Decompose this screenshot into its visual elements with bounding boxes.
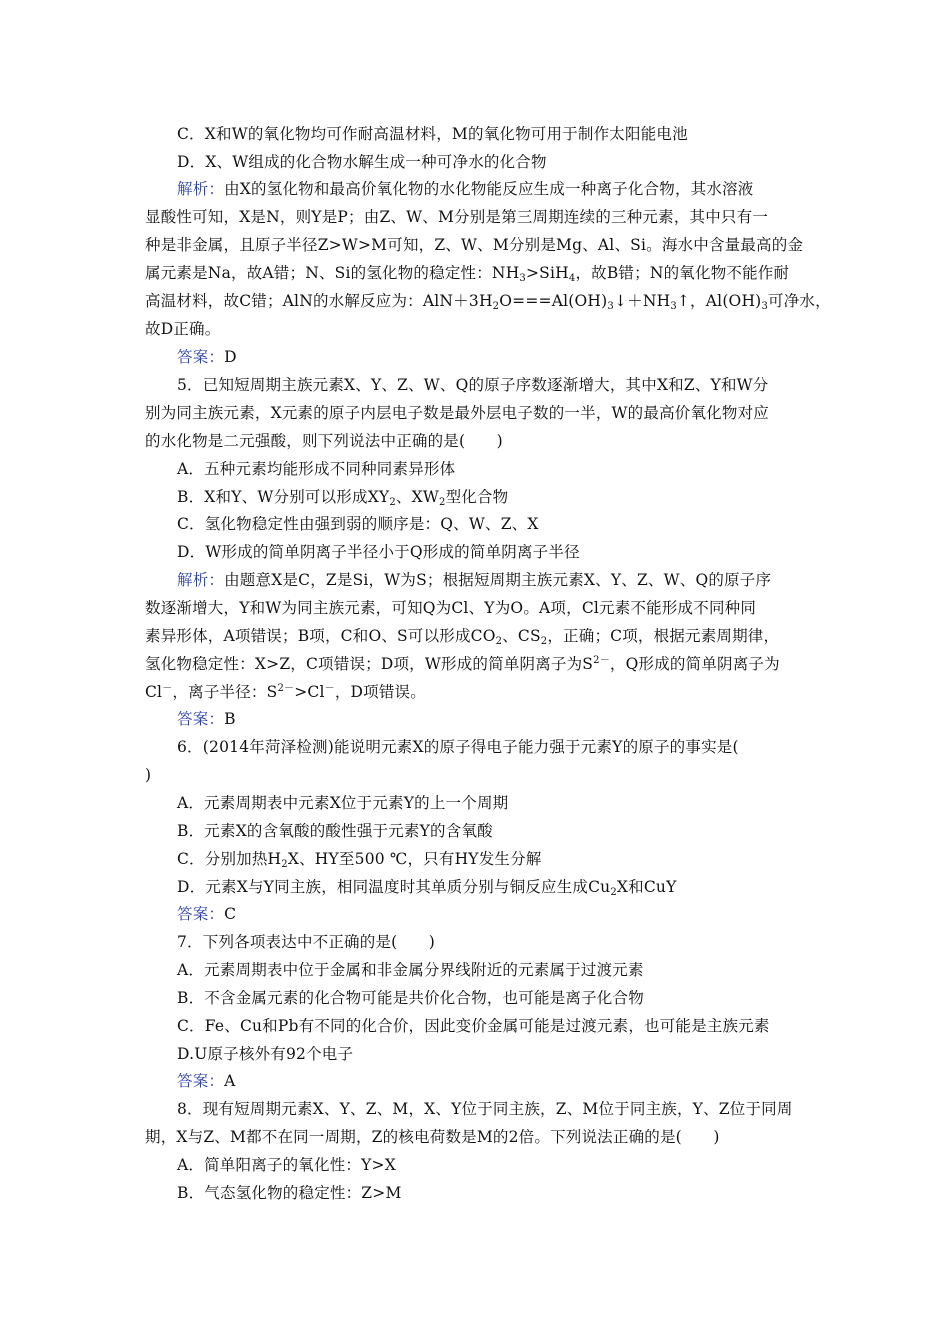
q6-option-a: A．元素周期表中元素X位于元素Y的上一个周期 (177, 794, 509, 812)
q5-analysis-line-1: 解析：由题意X是C，Z是Si，W为S；根据短周期主族元素X、Y、Z、W、Q的原子序 (177, 571, 772, 589)
answer-label: 答案： (177, 1072, 225, 1090)
q4-analysis-line-2: 显酸性可知，X是N，则Y是P；由Z、W、M分别是第三周期连续的三种元素，其中只有一 (145, 208, 769, 226)
q5-option-d: D．W形成的简单阴离子半径小于Q形成的简单阴离子半径 (177, 543, 580, 561)
answer-value: D (224, 348, 237, 366)
q4-analysis-line-4: 属元素是Na，故A错；N、Si的氢化物的稳定性：$NH_3>SiH_4$，故B错；N的氧化物不能作耐 (145, 264, 790, 284)
q4-answer (177, 347, 237, 367)
q5-analysis-line-2: 数逐渐增大，Y和W为同主族元素，可知Q为Cl、Y为O。A项，Cl元素不能形成不同种同 (145, 599, 757, 617)
q7-option-b: B．不含金属元素的化合物可能是共价化合物，也可能是离子化合物 (177, 989, 644, 1007)
q8-stem-line-2: 期，X与Z、M都不在同一周期，Z的核电荷数是M的2倍。下列说法正确的是( ) (145, 1128, 720, 1146)
q5-analysis-line-4: 氢化物稳定性：X>Z，C项错误；D项，W形成的简单阴离子为$S^{2-}$，Q形成的简单阴离子为 (145, 655, 780, 673)
q5-analysis-line-5: Cl－，离子半径：$S^{2-}>Cl^-$，D项错误。 (145, 683, 426, 701)
analysis-label: 解析： (177, 571, 225, 589)
q4-analysis-line-3: 种是非金属，且原子半径Z>W>M可知，Z、W、M分别是Mg、Al、Si。海水中含量最高的金 (145, 236, 804, 254)
q7-stem: 7．下列各项表达中不正确的是( ) (177, 933, 436, 951)
q4-analysis-line-6: 故D正确。 (145, 320, 221, 338)
q6-option-d: D．元素X与Y同主族，相同温度时其单质分别与铜反应生成$Cu_2X$和CuY (177, 878, 677, 898)
answer-label: 答案： (177, 905, 225, 923)
q7-option-d: D.U原子核外有92个电子 (177, 1045, 354, 1063)
q5-analysis-line-3: 素异形体，A项错误；B项，C和O、S可以形成$CO_2$、$CS_2$，正确；C项，根据元素周期律， (145, 627, 780, 647)
q4-analysis-line-1: 解析：由X的氢化物和最高价氧化物的水化物能反应生成一种离子化合物，其水溶液 (177, 180, 754, 198)
q5-option-c: C．氢化物稳定性由强到弱的顺序是：Q、W、Z、X (177, 515, 539, 533)
answer-label: 答案： (177, 348, 225, 366)
q6-stem-line-1: 6．(2014年菏泽检测)能说明元素X的原子得电子能力强于元素Y的原子的事实是( (177, 738, 739, 756)
analysis-label: 解析： (177, 180, 225, 198)
q5-stem-line-3: 的水化物是二元强酸，则下列说法中正确的是( ) (145, 432, 503, 450)
q5-stem-line-1: 5．已知短周期主族元素X、Y、Z、W、Q的原子序数逐渐增大，其中X和Z、Y和W分 (177, 376, 769, 394)
answer-label: 答案： (177, 710, 225, 728)
q4-option-d: D．X、W组成的化合物水解生成一种可净水的化合物 (177, 153, 547, 171)
q8-option-a: A．简单阳离子的氧化性：Y>X (177, 1156, 396, 1174)
q8-stem-line-1: 8．现有短周期元素X、Y、Z、M，X、Y位于同主族，Z、M位于同主族，Y、Z位于同周 (177, 1100, 793, 1118)
answer-value: B (224, 710, 236, 728)
answer-value: C (224, 905, 237, 923)
q4-option-c: C．X和W的氧化物均可作耐高温材料，M的氧化物可用于制作太阳能电池 (177, 125, 688, 143)
q6-stem-line-2: ) (145, 766, 152, 784)
q4-analysis-line-5: 高温材料，故C错；AlN的水解反应为：$AlN+3H_2O===Al(OH)_3↓+NH_3↑$，$Al(OH)_3$可净水， (145, 292, 831, 312)
q5-answer (177, 709, 236, 729)
q5-stem-line-2: 别为同主族元素，X元素的原子内层电子数是最外层电子数的一半，W的最高价氧化物对应 (145, 404, 769, 422)
answer-value: A (224, 1072, 236, 1090)
q6-option-b: B．元素X的含氧酸的酸性强于元素Y的含氧酸 (177, 822, 493, 840)
q7-option-a: A．元素周期表中位于金属和非金属分界线附近的元素属于过渡元素 (177, 961, 644, 979)
q8-option-b: B．气态氢化物的稳定性：Z>M (177, 1184, 402, 1202)
q7-answer (177, 1071, 236, 1091)
q6-answer (177, 904, 236, 924)
q5-option-a: A．五种元素均能形成不同种同素异形体 (177, 460, 456, 478)
q6-option-c: C．分别加热$H_2X$、HY至500 ℃，只有HY发生分解 (177, 850, 542, 870)
q5-option-b: B．X和Y、W分别可以形成$XY_2$、$XW_2$型化合物 (177, 488, 509, 508)
q7-option-c: C．Fe、Cu和Pb有不同的化合价，因此变价金属可能是过渡元素，也可能是主族元素 (177, 1017, 770, 1035)
